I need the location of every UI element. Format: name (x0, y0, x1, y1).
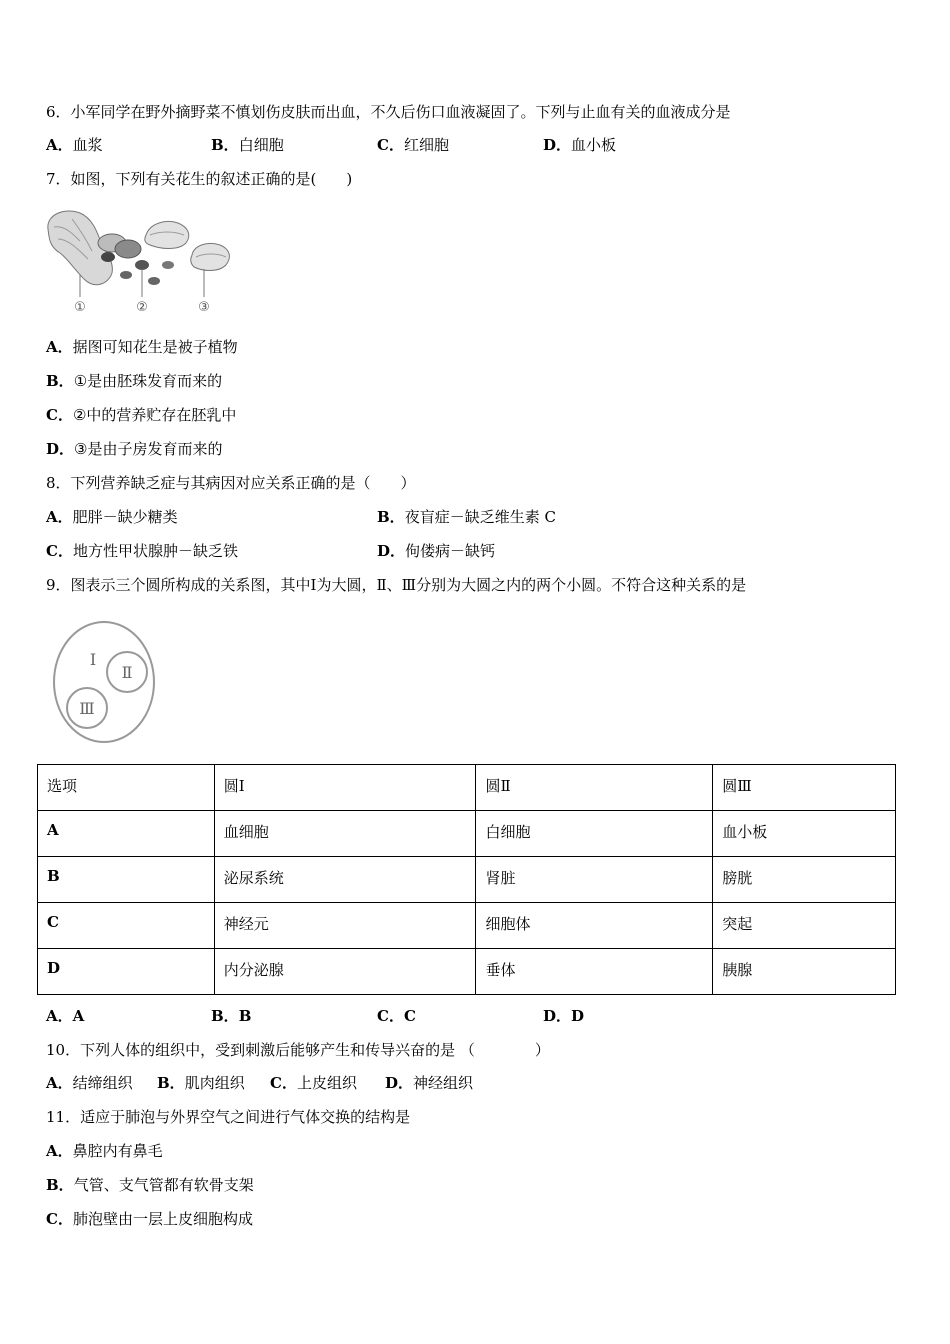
q10-option-b: B．肌肉组织 (157, 1074, 245, 1092)
q11-option-b: B．气管、支气管都有软骨支架 (46, 1176, 254, 1194)
q6-option-b: B．白细胞 (211, 136, 284, 154)
table-header-cell: 选项 (38, 765, 215, 811)
q7-option-d: D．③是由子房发育而来的 (46, 440, 223, 458)
q6-option-c: C．红细胞 (377, 136, 449, 154)
table-cell: D (38, 949, 215, 995)
table-row (38, 949, 896, 995)
table-row (38, 903, 896, 949)
q10-stem: 10．下列人体的组织中，受到刺激后能够产生和传导兴奋的是 （ ） (46, 1041, 550, 1059)
table-cell: 血细胞 (214, 811, 476, 857)
table-cell: 膀胱 (713, 857, 896, 903)
q6-option-a: A．血浆 (46, 136, 103, 154)
peanut-figure (42, 205, 242, 317)
q9-options-table (37, 764, 896, 995)
table-cell: 肾脏 (476, 857, 713, 903)
table-cell: C (38, 903, 215, 949)
q10-option-c: C．上皮组织 (270, 1074, 357, 1092)
table-header-cell: 圆Ⅲ (713, 765, 896, 811)
q7-option-c: C．②中的营养贮存在胚乳中 (46, 406, 237, 424)
circle-2-label: Ⅱ (121, 663, 133, 682)
table-cell: 突起 (713, 903, 896, 949)
table-row (38, 811, 896, 857)
table-header-row (38, 765, 896, 811)
q8-option-d: D．佝偻病－缺钙 (377, 542, 496, 560)
q7-stem: 7．如图，下列有关花生的叙述正确的是( ) (46, 170, 353, 188)
figure-label-1: ① (74, 300, 86, 315)
circle-1-shape (54, 622, 154, 742)
table-cell: 胰腺 (713, 949, 896, 995)
q9-option-b: B．B (211, 1007, 252, 1025)
table-cell: 神经元 (214, 903, 476, 949)
q9-stem: 9．图表示三个圆所构成的关系图，其中Ⅰ为大圆，Ⅱ、Ⅲ分别为大圆之内的两个小圆。不符合这种关系的是 (46, 576, 747, 594)
circle-3-label: Ⅲ (79, 699, 95, 718)
q9-option-a: A．A (46, 1007, 85, 1025)
q8-stem: 8．下列营养缺乏症与其病因对应关系正确的是（ ） (46, 474, 416, 492)
q11-stem: 11．适应于肺泡与外界空气之间进行气体交换的结构是 (46, 1108, 411, 1126)
q11-option-c: C．肺泡壁由一层上皮细胞构成 (46, 1210, 253, 1228)
q9-option-d: D．D (543, 1007, 585, 1025)
q7-option-b: B．①是由胚珠发育而来的 (46, 372, 223, 390)
table-cell: A (38, 811, 215, 857)
q9-option-c: C．C (377, 1007, 416, 1025)
q6-stem: 6．小军同学在野外摘野菜不慎划伤皮肤而出血，不久后伤口血液凝固了。下列与止血有关的血液成分是 (46, 103, 731, 121)
q10-option-a: A．结缔组织 (46, 1074, 133, 1092)
table-row (38, 857, 896, 903)
table-header-cell: 圆Ⅰ (214, 765, 476, 811)
q10-option-d: D．神经组织 (385, 1074, 474, 1092)
table-cell: 白细胞 (476, 811, 713, 857)
table-cell: 细胞体 (476, 903, 713, 949)
table-cell: B (38, 857, 215, 903)
circle-1-label: Ⅰ (89, 650, 97, 669)
q8-option-b: B．夜盲症－缺乏维生素 C (377, 508, 556, 526)
q8-option-a: A．肥胖－缺少糖类 (46, 508, 178, 526)
table-cell: 垂体 (476, 949, 713, 995)
table-cell: 血小板 (713, 811, 896, 857)
q6-option-d: D．血小板 (543, 136, 617, 154)
figure-label-3: ③ (198, 300, 210, 315)
q11-option-a: A．鼻腔内有鼻毛 (46, 1142, 163, 1160)
peanut-shell-drawing (145, 222, 230, 271)
q7-option-a: A．据图可知花生是被子植物 (46, 338, 238, 356)
circle-relation-diagram (50, 620, 162, 748)
q8-option-c: C．地方性甲状腺肿－缺乏铁 (46, 542, 238, 560)
table-cell: 泌尿系统 (214, 857, 476, 903)
figure-label-2: ② (136, 300, 148, 315)
table-cell: 内分泌腺 (214, 949, 476, 995)
table-header-cell: 圆Ⅱ (476, 765, 713, 811)
